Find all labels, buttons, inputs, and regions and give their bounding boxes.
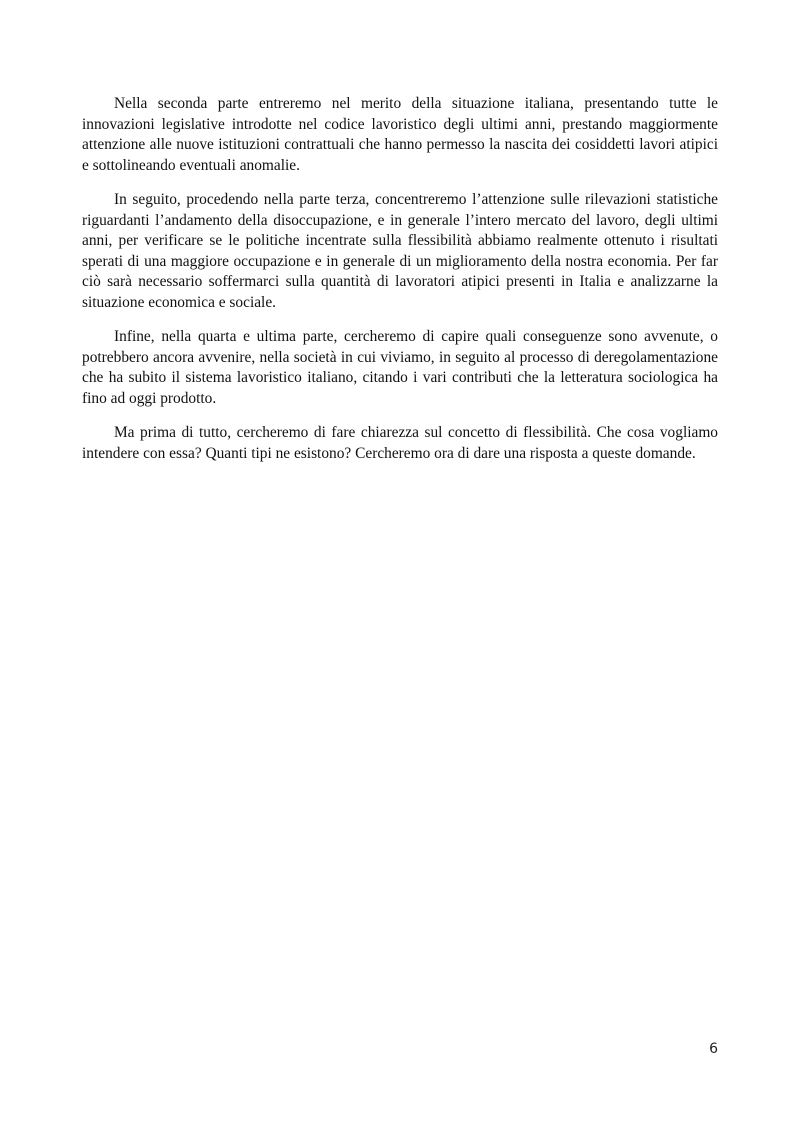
paragraph: In seguito, procedendo nella parte terza, concentreremo l’attenzione sulle rilevazioni statistiche riguardanti l’andamento della disoccupazione, e in generale l’intero mercato del lavoro, degli ultimi anni, per verificare se le politiche incentrate sulla flessibilità abbiamo realmente ottenuto i risultati sperati di una maggiore occupazione e in generale di un miglioramento della nostra economia. Per far ciò sarà necessario soffermarci sulla quantità di lavoratori atipici presenti in Italia e analizzarne la situazione economica e sociale. <box>82 191 718 311</box>
page-number: 6 <box>709 1041 718 1057</box>
paragraph: Ma prima di tutto, cercheremo di fare chiarezza sul concetto di flessibilità. Che cosa vogliamo intendere con essa? Quanti tipi ne esistono? Cercheremo ora di dare una risposta a queste domande. <box>82 424 718 462</box>
paragraph: Infine, nella quarta e ultima parte, cercheremo di capire quali conseguenze sono avvenute, o potrebbero ancora avvenire, nella società in cui viviamo, in seguito al processo di deregolamentazione che ha subito il sistema lavoristico italiano, citando i vari contributi che la letteratura sociologica ha fino ad oggi prodotto. <box>82 328 718 407</box>
page-body <box>82 94 718 478</box>
paragraph: Nella seconda parte entreremo nel merito della situazione italiana, presentando tutte le innovazioni legislative introdotte nel codice lavoristico degli ultimi anni, prestando maggiormente attenzione alle nuove istituzioni contrattuali che hanno permesso la nascita dei cosiddetti lavori atipici e sottolineando eventuali anomalie. <box>82 95 718 174</box>
